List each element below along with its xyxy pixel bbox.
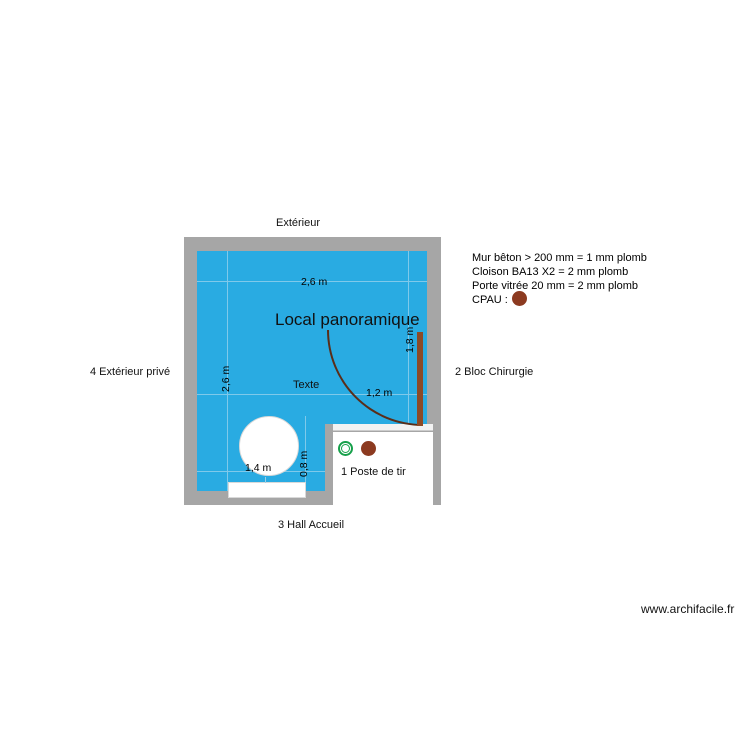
legend-note-1: Cloison BA13 X2 = 2 mm plomb <box>472 266 629 278</box>
watermark: www.archifacile.fr <box>641 602 735 616</box>
label-poste-de-tir: 1 Poste de tir <box>341 466 406 478</box>
dimension-fixture-depth: 0,8 m <box>298 450 310 477</box>
legend-note-0: Mur bêton > 200 mm = 1 mm plomb <box>472 252 647 264</box>
legend-note-3: CPAU : <box>472 294 508 306</box>
label-bloc-chirurgie-right: 2 Bloc Chirurgie <box>455 366 534 378</box>
corridor-wall-right <box>433 424 441 505</box>
legend-note-2: Porte vitrée 20 mm = 2 mm plomb <box>472 280 638 292</box>
dimension-fixture-width: 1,4 m <box>245 462 272 474</box>
target-ring-inner-icon <box>341 444 350 453</box>
legend-notes <box>472 251 647 307</box>
free-text-label: Texte <box>293 379 320 391</box>
door-leaf <box>417 332 423 426</box>
shooting-post-dot-icon <box>361 441 376 456</box>
corridor-opening <box>325 424 441 505</box>
room-title: Local panoramique <box>275 310 420 329</box>
label-exterior-prive-left: 4 Extérieur privé <box>90 366 171 378</box>
dimension-door-width: 1,2 m <box>366 387 393 399</box>
bench-fixture <box>228 482 306 498</box>
label-exterior-top: Extérieur <box>276 217 321 229</box>
dimension-top-width: 2,6 m <box>301 276 328 288</box>
label-hall-accueil-bottom: 3 Hall Accueil <box>278 519 345 531</box>
dimension-left-height: 2,6 m <box>220 365 232 392</box>
dimension-door-height: 1,8 m <box>404 326 416 353</box>
bench-center-tick <box>265 477 266 483</box>
corridor-wall-left <box>325 424 333 505</box>
